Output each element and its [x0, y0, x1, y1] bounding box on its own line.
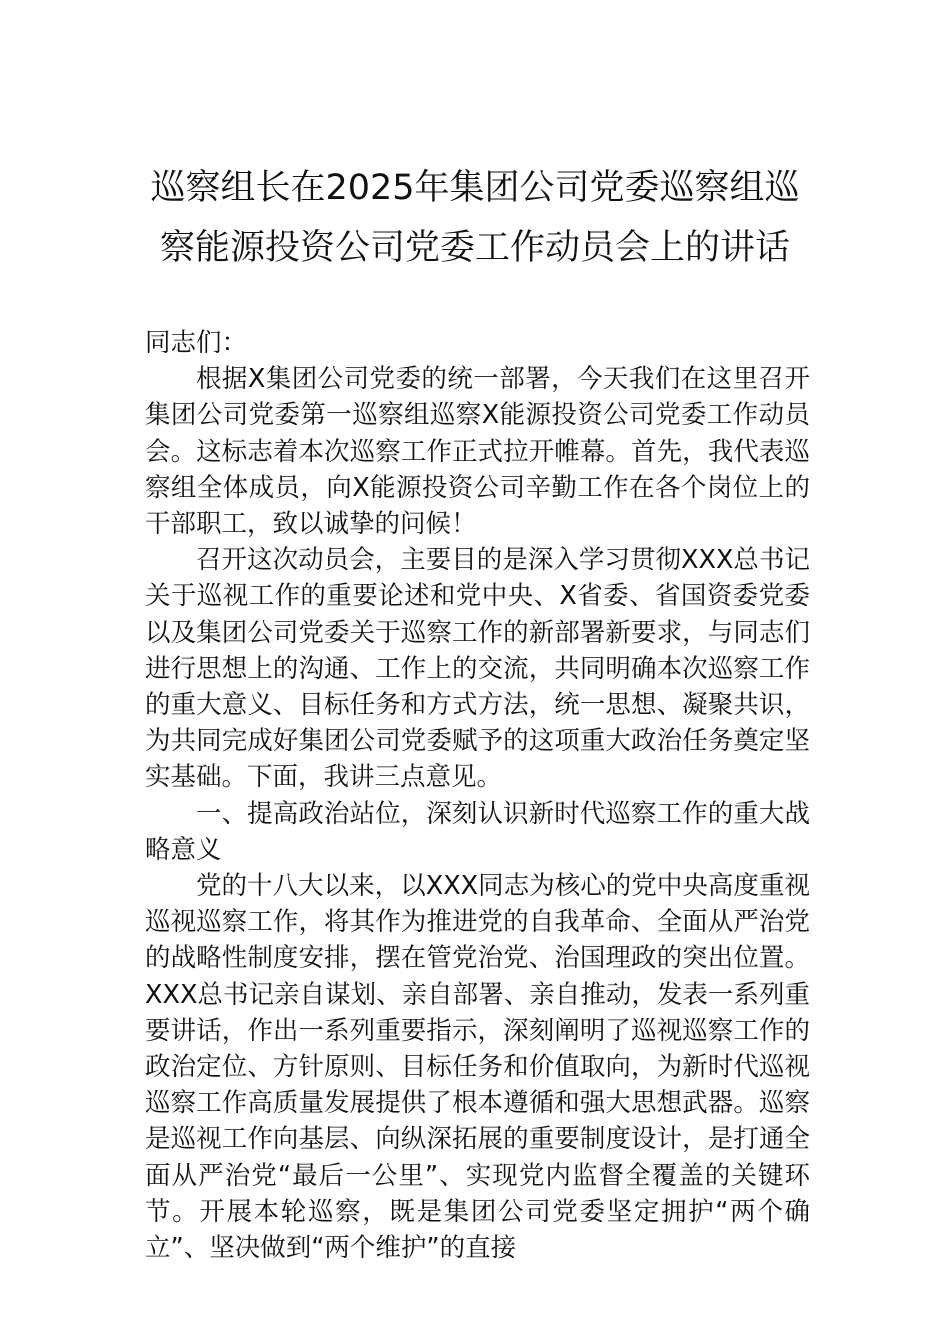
document-body: [145, 325, 810, 1266]
section-heading-1: 一、提高政治站位，深刻认识新时代巡察工作的重大战略意义: [145, 798, 810, 865]
paragraph-2: 召开这次动员会，主要目的是深入学习贯彻XXX总书记关于巡视工作的重要论述和党中央、X省委、省国资委党委以及集团公司党委关于巡察工作的新部署新要求，与同志们进行思想上的沟通、工作上的交流，共同明确本次巡察工作的重大意义、目标任务和方式方法，统一思想、凝聚共识，为共同完成好集团公司党委赋予的这项重大政治任务奠定坚实基础。下面，我讲三点意见。: [145, 545, 810, 793]
paragraph-1: 根据X集团公司党委的统一部署，今天我们在这里召开集团公司党委第一巡察组巡察X能源投资公司党委工作动员会。这标志着本次巡察工作正式拉开帷幕。首先，我代表巡察组全体成员，向X能源投资公司辛勤工作在各个岗位上的干部职工，致以诚挚的问候！: [145, 364, 810, 540]
salutation: 同志们：: [145, 328, 248, 358]
document-title: [120, 158, 830, 278]
title-line-1: 巡察组长在2025年集团公司党委巡察组巡: [150, 168, 800, 208]
title-line-2: 察能源投资公司党委工作动员会上的讲话: [159, 228, 790, 268]
paragraph-3: 党的十八大以来，以XXX同志为核心的党中央高度重视巡视巡察工作，将其作为推进党的自我革命、全面从严治党的战略性制度安排，摆在管党治党、治国理政的突出位置。XXX总书记亲自谋划、亲自部署、亲自推动，发表一系列重要讲话，作出一系列重要指示，深刻阐明了巡视巡察工作的政治定位、方针原则、目标任务和价值取向，为新时代巡视巡察工作高质量发展提供了根本遵循和强大思想武器。巡察是巡视工作向基层、向纵深拓展的重要制度设计，是打通全面从严治党“最后一公里”、实现党内监督全覆盖的关键环节。开展本轮巡察，既是集团公司党委坚定拥护“两个确立”、坚决做到“两个维护”的直接: [145, 871, 810, 1264]
